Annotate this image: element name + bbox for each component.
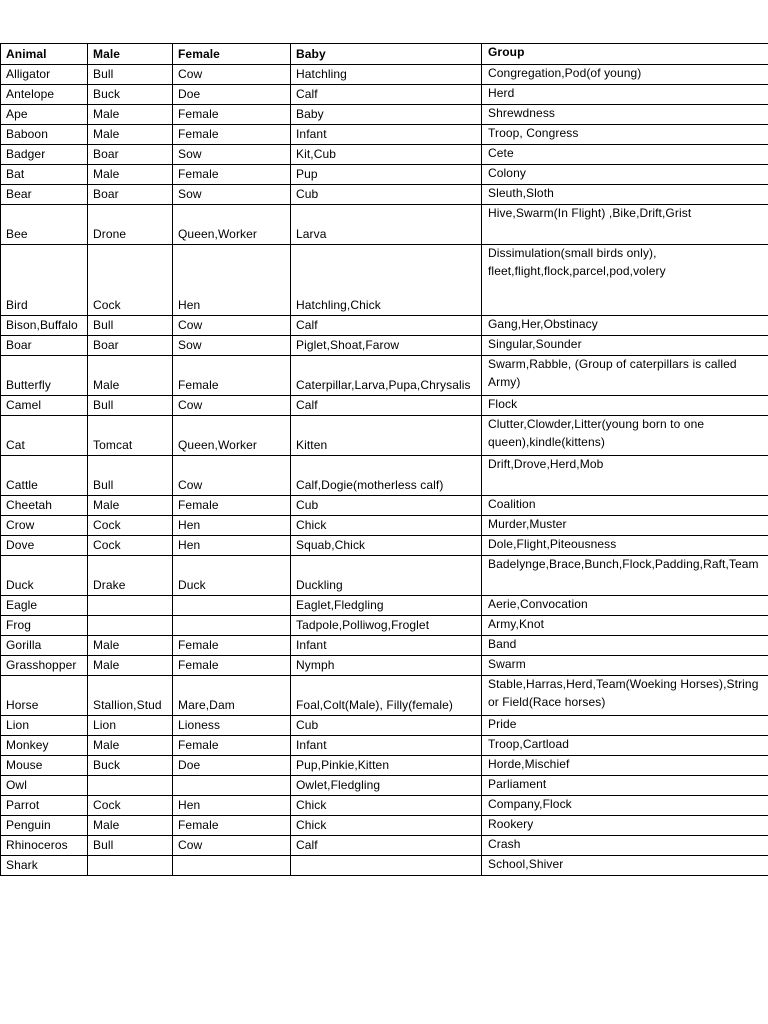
baby-cell: Calf [291, 316, 482, 336]
male-cell: Boar [88, 185, 173, 205]
table-row [1, 596, 768, 616]
group-cell: Clutter,Clowder,Litter(young born to one queen),kindle(kittens) [482, 416, 768, 456]
table-row [1, 316, 768, 336]
male-cell: Cock [88, 245, 173, 316]
male-cell: Bull [88, 456, 173, 496]
female-cell: Queen,Worker [173, 416, 291, 456]
male-cell: Male [88, 125, 173, 145]
animal-cell: Alligator [1, 65, 88, 85]
baby-cell: Calf [291, 836, 482, 856]
group-cell: Company,Flock [482, 796, 768, 816]
female-cell: Female [173, 356, 291, 396]
female-cell: Cow [173, 65, 291, 85]
male-cell: Boar [88, 145, 173, 165]
group-cell: Swarm,Rabble, (Group of caterpillars is called Army) [482, 356, 768, 396]
group-cell: Coalition [482, 496, 768, 516]
table-row [1, 336, 768, 356]
animal-cell: Cheetah [1, 496, 88, 516]
baby-cell: Hatchling [291, 65, 482, 85]
baby-cell: Cub [291, 716, 482, 736]
group-cell: Singular,Sounder [482, 336, 768, 356]
male-cell [88, 616, 173, 636]
table-row [1, 145, 768, 165]
baby-cell: Calf [291, 85, 482, 105]
female-cell: Queen,Worker [173, 205, 291, 245]
baby-cell: Tadpole,Polliwog,Froglet [291, 616, 482, 636]
male-cell: Bull [88, 836, 173, 856]
baby-cell: Squab,Chick [291, 536, 482, 556]
table-row [1, 816, 768, 836]
animal-cell: Rhinoceros [1, 836, 88, 856]
baby-cell: Foal,Colt(Male), Filly(female) [291, 676, 482, 716]
group-cell: Troop,Cartload [482, 736, 768, 756]
group-cell: Horde,Mischief [482, 756, 768, 776]
female-cell [173, 596, 291, 616]
animal-cell: Bison,Buffalo [1, 316, 88, 336]
baby-cell: Hatchling,Chick [291, 245, 482, 316]
female-cell: Hen [173, 796, 291, 816]
male-cell: Buck [88, 756, 173, 776]
animal-cell: Badger [1, 145, 88, 165]
baby-cell: Owlet,Fledgling [291, 776, 482, 796]
baby-cell: Kit,Cub [291, 145, 482, 165]
animal-cell: Grasshopper [1, 656, 88, 676]
table-row [1, 185, 768, 205]
group-cell: Troop, Congress [482, 125, 768, 145]
animal-cell: Cattle [1, 456, 88, 496]
animal-cell: Owl [1, 776, 88, 796]
baby-cell: Eaglet,Fledgling [291, 596, 482, 616]
table-row [1, 836, 768, 856]
female-cell: Cow [173, 456, 291, 496]
group-cell: Colony [482, 165, 768, 185]
animal-cell: Monkey [1, 736, 88, 756]
baby-cell: Pup,Pinkie,Kitten [291, 756, 482, 776]
male-cell: Drake [88, 556, 173, 596]
baby-cell: Cub [291, 496, 482, 516]
baby-cell: Piglet,Shoat,Farow [291, 336, 482, 356]
female-cell [173, 856, 291, 876]
group-cell: Sleuth,Sloth [482, 185, 768, 205]
female-cell: Lioness [173, 716, 291, 736]
baby-cell [291, 856, 482, 876]
male-cell: Buck [88, 85, 173, 105]
female-cell: Sow [173, 145, 291, 165]
male-cell [88, 596, 173, 616]
female-cell: Female [173, 656, 291, 676]
baby-cell: Baby [291, 105, 482, 125]
group-cell: Dissimulation(small birds only), fleet,flight,flock,parcel,pod,volery [482, 245, 768, 316]
male-cell: Lion [88, 716, 173, 736]
male-cell: Cock [88, 536, 173, 556]
male-cell: Male [88, 816, 173, 836]
group-cell: School,Shiver [482, 856, 768, 876]
female-cell: Female [173, 496, 291, 516]
baby-cell: Infant [291, 125, 482, 145]
animal-cell: Butterfly [1, 356, 88, 396]
female-cell: Cow [173, 316, 291, 336]
baby-cell: Pup [291, 165, 482, 185]
female-cell: Mare,Dam [173, 676, 291, 716]
male-cell: Bull [88, 65, 173, 85]
animal-cell: Antelope [1, 85, 88, 105]
group-cell: Army,Knot [482, 616, 768, 636]
male-cell: Bull [88, 396, 173, 416]
male-cell: Male [88, 496, 173, 516]
female-cell: Hen [173, 536, 291, 556]
table-row [1, 205, 768, 245]
animal-cell: Baboon [1, 125, 88, 145]
male-cell: Male [88, 656, 173, 676]
group-cell: Aerie,Convocation [482, 596, 768, 616]
baby-cell: Infant [291, 736, 482, 756]
animal-cell: Bear [1, 185, 88, 205]
table-row [1, 516, 768, 536]
table-row [1, 496, 768, 516]
animal-cell: Parrot [1, 796, 88, 816]
animal-cell: Frog [1, 616, 88, 636]
animal-cell: Bat [1, 165, 88, 185]
header-male: Male [88, 44, 173, 65]
group-cell: Swarm [482, 656, 768, 676]
group-cell: Murder,Muster [482, 516, 768, 536]
male-cell: Male [88, 736, 173, 756]
group-cell: Herd [482, 85, 768, 105]
group-cell: Drift,Drove,Herd,Mob [482, 456, 768, 496]
female-cell: Duck [173, 556, 291, 596]
table-row [1, 356, 768, 396]
male-cell: Male [88, 356, 173, 396]
table-row [1, 245, 768, 316]
animal-cell: Lion [1, 716, 88, 736]
group-cell: Crash [482, 836, 768, 856]
header-baby: Baby [291, 44, 482, 65]
table-row [1, 736, 768, 756]
animal-cell: Shark [1, 856, 88, 876]
table-row [1, 396, 768, 416]
male-cell: Tomcat [88, 416, 173, 456]
group-cell: Flock [482, 396, 768, 416]
header-group: Group [482, 44, 768, 65]
baby-cell: Kitten [291, 416, 482, 456]
table-row [1, 65, 768, 85]
male-cell [88, 776, 173, 796]
female-cell: Hen [173, 516, 291, 536]
table-row [1, 536, 768, 556]
table-row [1, 125, 768, 145]
header-female: Female [173, 44, 291, 65]
group-cell: Gang,Her,Obstinacy [482, 316, 768, 336]
female-cell: Female [173, 736, 291, 756]
table-row [1, 105, 768, 125]
table-row [1, 796, 768, 816]
baby-cell: Chick [291, 796, 482, 816]
male-cell: Male [88, 105, 173, 125]
male-cell: Drone [88, 205, 173, 245]
animal-cell: Gorilla [1, 636, 88, 656]
table-row [1, 636, 768, 656]
male-cell: Bull [88, 316, 173, 336]
baby-cell: Chick [291, 516, 482, 536]
female-cell: Hen [173, 245, 291, 316]
female-cell: Sow [173, 336, 291, 356]
baby-cell: Duckling [291, 556, 482, 596]
header-animal: Animal [1, 44, 88, 65]
animal-names-table [0, 43, 768, 876]
table-row [1, 556, 768, 596]
baby-cell: Larva [291, 205, 482, 245]
table-row [1, 756, 768, 776]
animal-cell: Mouse [1, 756, 88, 776]
female-cell: Doe [173, 756, 291, 776]
female-cell: Cow [173, 836, 291, 856]
animal-cell: Crow [1, 516, 88, 536]
group-cell: Pride [482, 716, 768, 736]
table-row [1, 656, 768, 676]
animal-cell: Cat [1, 416, 88, 456]
table-row [1, 776, 768, 796]
group-cell: Dole,Flight,Piteousness [482, 536, 768, 556]
male-cell: Boar [88, 336, 173, 356]
male-cell: Cock [88, 796, 173, 816]
male-cell: Stallion,Stud [88, 676, 173, 716]
animal-cell: Dove [1, 536, 88, 556]
male-cell: Male [88, 636, 173, 656]
baby-cell: Chick [291, 816, 482, 836]
animal-cell: Boar [1, 336, 88, 356]
table-row [1, 676, 768, 716]
male-cell: Male [88, 165, 173, 185]
table-row [1, 85, 768, 105]
table-row [1, 165, 768, 185]
animal-cell: Ape [1, 105, 88, 125]
animal-cell: Eagle [1, 596, 88, 616]
group-cell: Congregation,Pod(of young) [482, 65, 768, 85]
baby-cell: Cub [291, 185, 482, 205]
document-page [0, 43, 768, 876]
group-cell: Rookery [482, 816, 768, 836]
female-cell: Female [173, 816, 291, 836]
female-cell [173, 776, 291, 796]
animal-cell: Camel [1, 396, 88, 416]
animal-cell: Penguin [1, 816, 88, 836]
male-cell [88, 856, 173, 876]
male-cell: Cock [88, 516, 173, 536]
group-cell: Stable,Harras,Herd,Team(Woeking Horses),String or Field(Race horses) [482, 676, 768, 716]
animal-cell: Bird [1, 245, 88, 316]
baby-cell: Infant [291, 636, 482, 656]
female-cell: Female [173, 125, 291, 145]
baby-cell: Nymph [291, 656, 482, 676]
baby-cell: Caterpillar,Larva,Pupa,Chrysalis [291, 356, 482, 396]
animal-cell: Duck [1, 556, 88, 596]
baby-cell: Calf [291, 396, 482, 416]
group-cell: Hive,Swarm(In Flight) ,Bike,Drift,Grist [482, 205, 768, 245]
female-cell: Sow [173, 185, 291, 205]
female-cell: Female [173, 636, 291, 656]
group-cell: Parliament [482, 776, 768, 796]
baby-cell: Calf,Dogie(motherless calf) [291, 456, 482, 496]
group-cell: Shrewdness [482, 105, 768, 125]
female-cell: Cow [173, 396, 291, 416]
female-cell [173, 616, 291, 636]
female-cell: Female [173, 105, 291, 125]
group-cell: Badelynge,Brace,Bunch,Flock,Padding,Raft,Team [482, 556, 768, 596]
table-row [1, 416, 768, 456]
table-row [1, 616, 768, 636]
table-header-row [1, 44, 768, 65]
animal-cell: Horse [1, 676, 88, 716]
female-cell: Doe [173, 85, 291, 105]
female-cell: Female [173, 165, 291, 185]
group-cell: Cete [482, 145, 768, 165]
table-row [1, 716, 768, 736]
table-row [1, 456, 768, 496]
table-row [1, 856, 768, 876]
animal-cell: Bee [1, 205, 88, 245]
group-cell: Band [482, 636, 768, 656]
